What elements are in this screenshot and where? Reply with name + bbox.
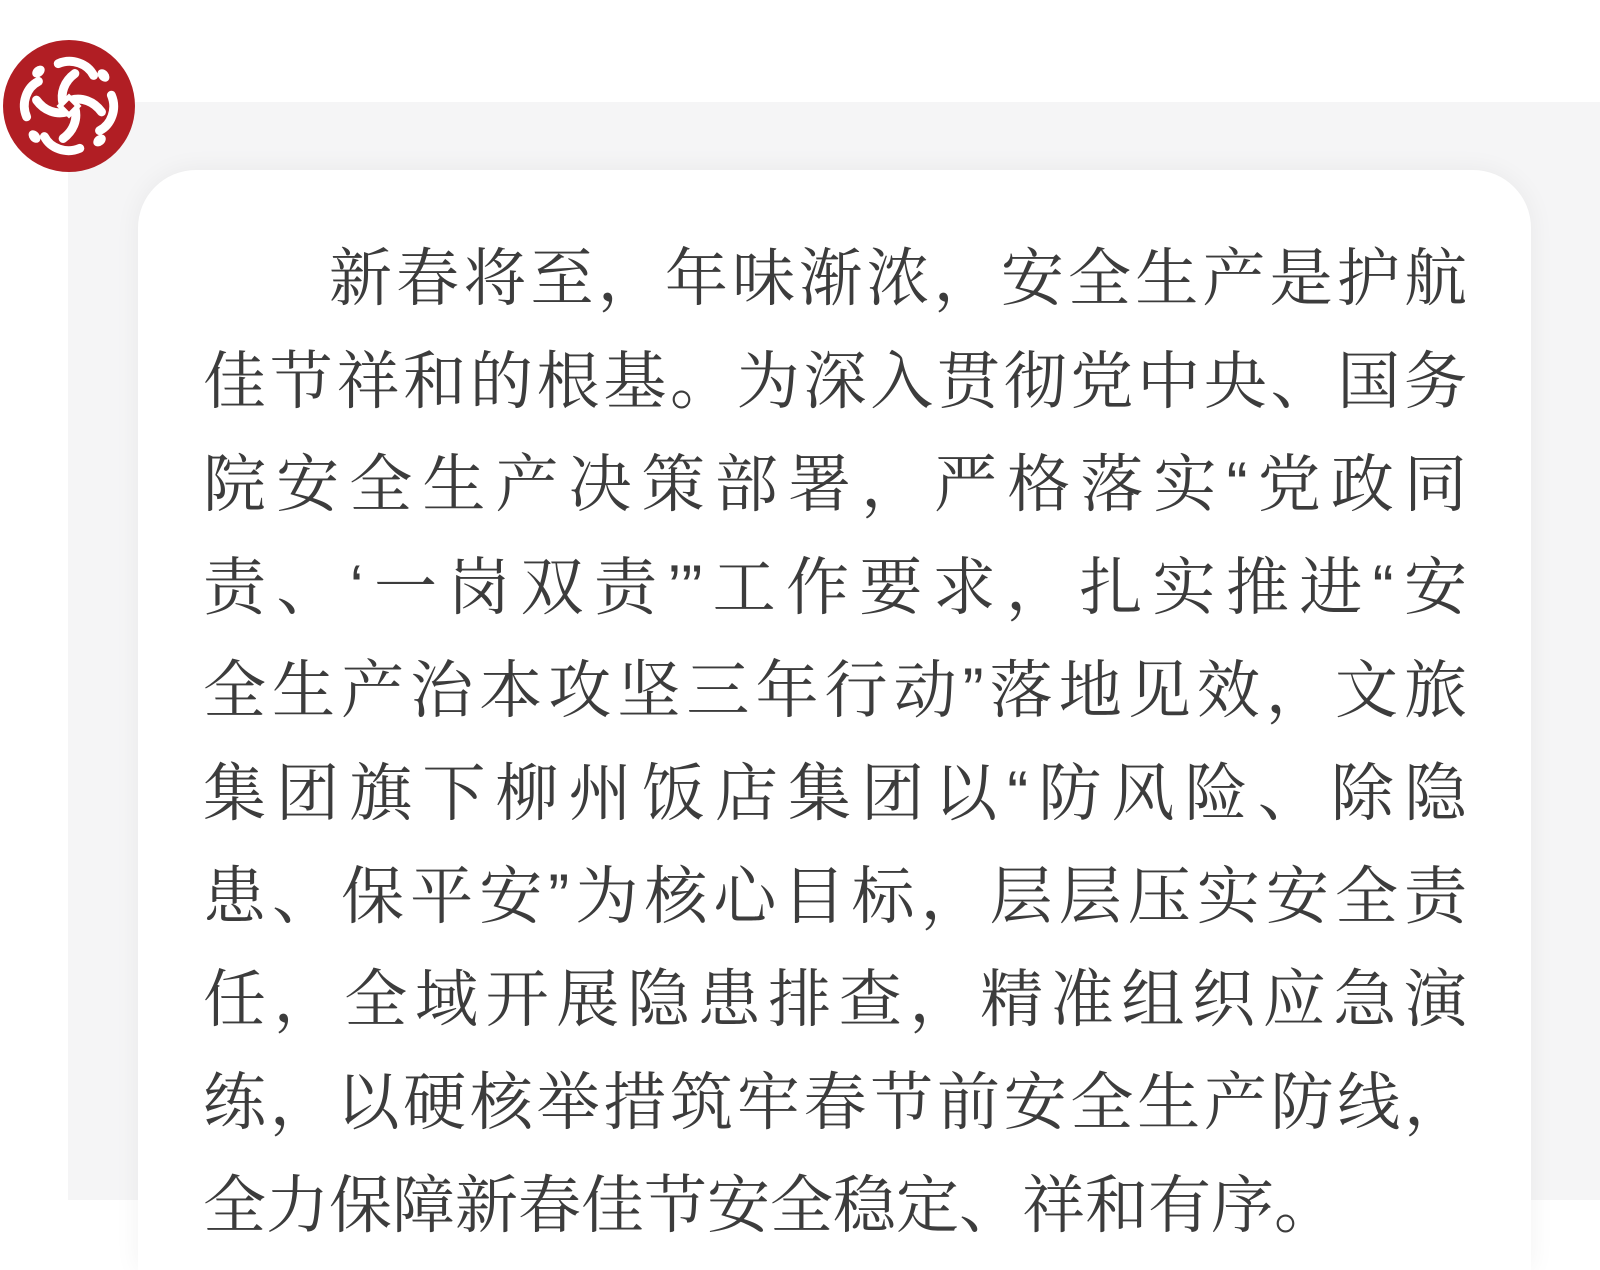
article-line: 院安全生产决策部署，严格落实“党政同 <box>203 450 1467 520</box>
article-line: 全生产治本攻坚三年行动”落地见效，文旅 <box>203 656 1467 726</box>
article-body <box>138 170 1531 1258</box>
article-line: 全力保障新春佳节安全稳定、祥和有序。 <box>203 1171 1337 1241</box>
article-line: 责、‘一岗双责’”工作要求，扎实推进“安 <box>203 553 1467 623</box>
article-card <box>138 170 1531 1270</box>
article-line: 任，全域开展隐患排查，精准组织应急演 <box>203 965 1467 1035</box>
article-line: 集团旗下柳州饭店集团以“防风险、除隐 <box>203 759 1467 829</box>
article-line: 佳节祥和的根基。为深入贯彻党中央、国务 <box>203 347 1467 417</box>
article-line: 患、保平安”为核心目标，层层压实安全责 <box>203 862 1467 932</box>
article-line: 新春将至，年味渐浓，安全生产是护航 <box>329 244 1467 314</box>
seal-icon <box>3 40 135 172</box>
article-line: 练，以硬核举措筑牢春节前安全生产防线， <box>203 1068 1467 1138</box>
brand-logo <box>3 40 135 172</box>
